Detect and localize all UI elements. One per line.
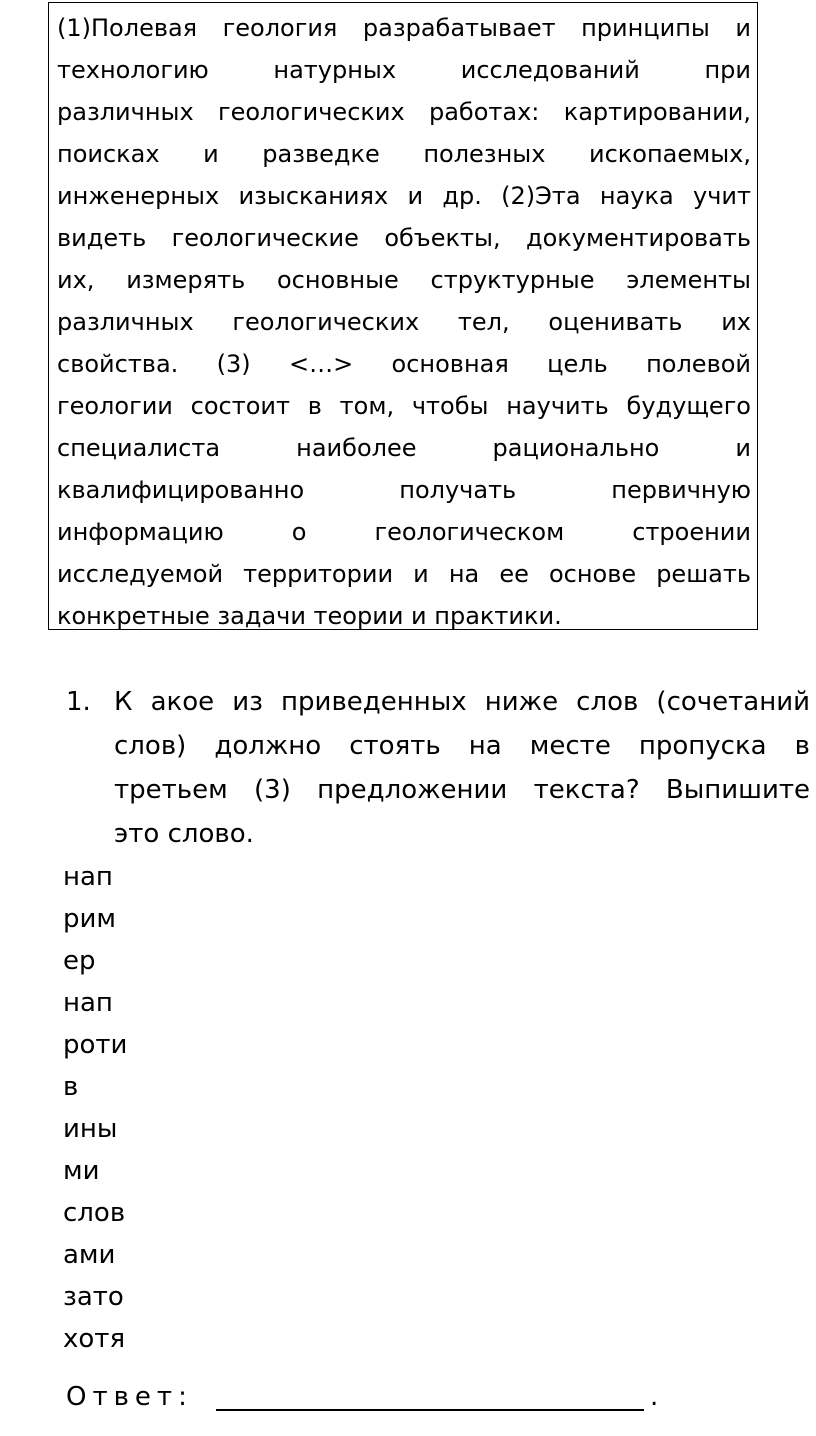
question-number: 1. (66, 687, 91, 717)
passage-line: инженерных изысканиях и др. (2)Эта наука учит (57, 182, 751, 210)
answer-label: Ответ: (66, 1382, 193, 1412)
passage-line: специалиста наиболее рационально и (57, 434, 751, 462)
word-option: зато (63, 1282, 124, 1312)
word-option: ами (63, 1240, 116, 1270)
question-line: слов) должно стоять на месте пропуска в (114, 731, 810, 761)
question-text (114, 680, 810, 856)
word-option: нап (63, 988, 113, 1018)
word-option: рим (63, 904, 117, 934)
passage-line: (1)Полевая геология разрабатывает принципы и (57, 14, 751, 42)
word-option: ер (63, 946, 96, 976)
word-option: нап (63, 862, 113, 892)
answer-row (66, 1375, 766, 1419)
passage-line: поисках и разведке полезных ископаемых, (57, 140, 751, 168)
word-options-list (63, 856, 127, 1360)
passage-line: различных геологических тел, оценивать их (57, 308, 751, 336)
question-line: третьем (3) предложении текста? Выпишите (114, 775, 810, 805)
passage-line: геологии состоит в том, чтобы научить будущего (57, 392, 751, 420)
question-line: это слово. (114, 819, 254, 849)
word-option: хотя (63, 1324, 126, 1354)
passage-line: свойства. (3) <…> основная цель полевой (57, 350, 751, 378)
passage-line: их, измерять основные структурные элементы (57, 266, 751, 294)
answer-blank[interactable] (216, 1409, 644, 1411)
word-option: слов (63, 1198, 126, 1228)
passage-line: технологию натурных исследований при (57, 56, 751, 84)
word-option: ины (63, 1114, 118, 1144)
passage-line: квалифицированно получать первичную (57, 476, 751, 504)
passage-line: конкретные задачи теории и практики. (57, 602, 562, 630)
passage-line: исследуемой территории и на ее основе решать (57, 560, 751, 588)
word-option: ми (63, 1156, 100, 1186)
word-option: в (63, 1072, 79, 1102)
passage-line: информацию о геологическом строении (57, 518, 751, 546)
answer-end-mark: . (650, 1382, 659, 1412)
passage-line: различных геологических работах: картировании, (57, 98, 751, 126)
question-line: К акое из приведенных ниже слов (сочетаний (114, 687, 810, 717)
passage-box (48, 2, 758, 630)
passage-line: видеть геологические объекты, документировать (57, 224, 751, 252)
word-option: роти (63, 1030, 128, 1060)
